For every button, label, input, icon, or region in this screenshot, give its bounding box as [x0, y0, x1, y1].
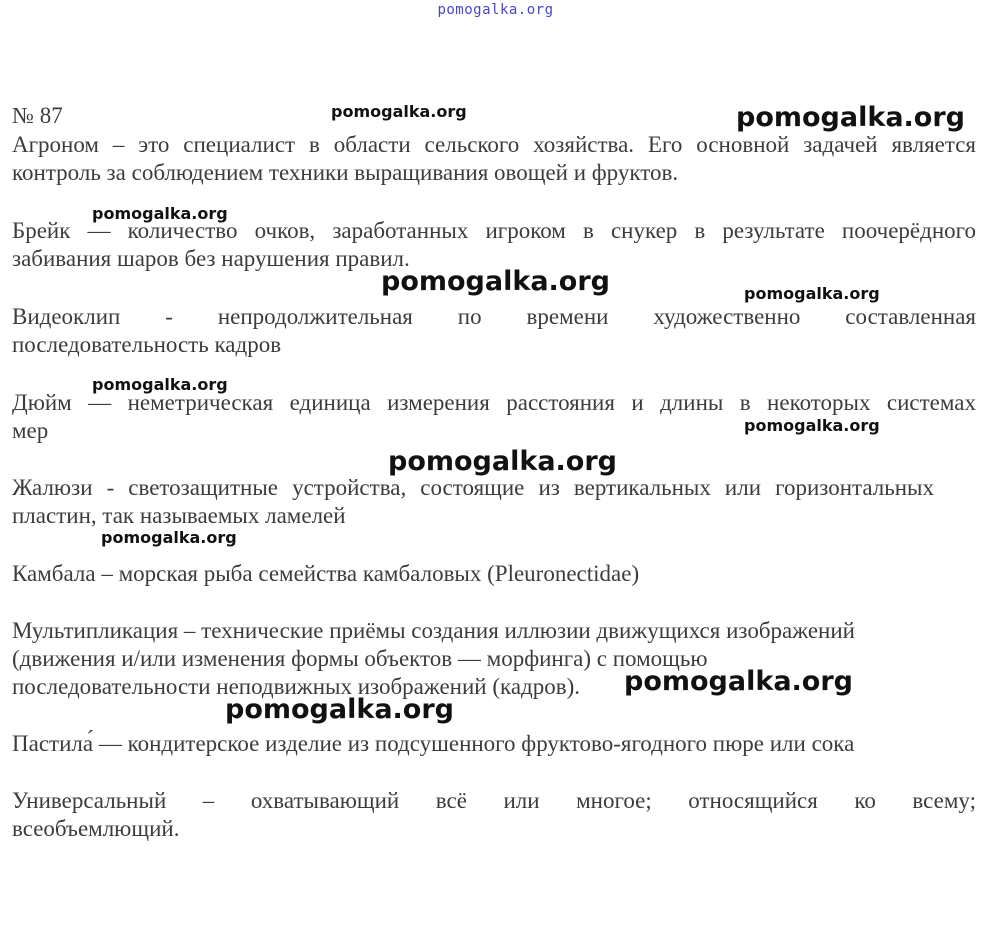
watermark: pomogalka.org — [381, 266, 610, 297]
watermark: pomogalka.org — [624, 666, 853, 697]
definition-line: (движения и/или изменения формы объектов — морфинга) с помощью — [12, 646, 708, 671]
definition-flounder — [12, 560, 976, 588]
definition-line: последовательности неподвижных изображений (кадров). — [12, 674, 581, 699]
definition-line: контроль за соблюдением техники выращивания овощей и фруктов. — [12, 160, 679, 185]
definition-line: Дюйм — неметрическая единица измерения расстояния и длины в некоторых системах — [12, 390, 976, 415]
watermark: pomogalka.org — [736, 102, 965, 133]
exercise-number: № 87 — [12, 103, 63, 128]
definition-videoclip — [12, 303, 976, 359]
watermark: pomogalka.org — [744, 284, 880, 303]
watermark: pomogalka.org — [92, 204, 228, 223]
watermark: pomogalka.org — [92, 375, 228, 394]
definition-line: забивания шаров без нарушения правил. — [12, 246, 410, 271]
definition-line: всеобъемлющий. — [12, 816, 180, 841]
watermark: pomogalka.org — [101, 528, 237, 547]
definition-blinds — [12, 474, 934, 530]
watermark: pomogalka.org — [744, 416, 880, 435]
definition-line: Жалюзи - светозащитные устройства, состоящие из вертикальных или горизонтальных — [12, 475, 934, 500]
definition-line: Камбала – морская рыба семейства камбаловых (Pleuronectidae) — [12, 561, 640, 586]
definition-break — [12, 217, 976, 273]
definition-line: пластин, так называемых ламелей — [12, 503, 346, 528]
definition-pastila — [12, 730, 976, 758]
watermark: pomogalka.org — [388, 446, 617, 477]
definition-agronom — [12, 131, 976, 187]
definition-line: Пастила́ — кондитерское изделие из подсушенного фруктово-ягодного пюре или сока — [12, 731, 855, 756]
definition-line: последовательность кадров — [12, 332, 282, 357]
definition-universal — [12, 787, 976, 843]
site-link[interactable]: pomogalka.org — [437, 2, 554, 18]
watermark: pomogalka.org — [331, 102, 467, 121]
watermark: pomogalka.org — [225, 694, 454, 725]
definition-line: Универсальный – охватывающий всё или многое; относящийся ко всему; — [12, 788, 976, 813]
definition-line: Брейк — количество очков, заработанных игроком в снукер в результате поочерёдного — [12, 218, 976, 243]
definition-line: мер — [12, 418, 49, 443]
definition-line: Видеоклип - непродолжительная по времени художественно составленная — [12, 304, 976, 329]
definition-line: Агроном – это специалист в области сельского хозяйства. Его основной задачей является — [12, 132, 976, 157]
definition-line: Мультипликация – технические приёмы создания иллюзии движущихся изображений — [12, 618, 855, 643]
